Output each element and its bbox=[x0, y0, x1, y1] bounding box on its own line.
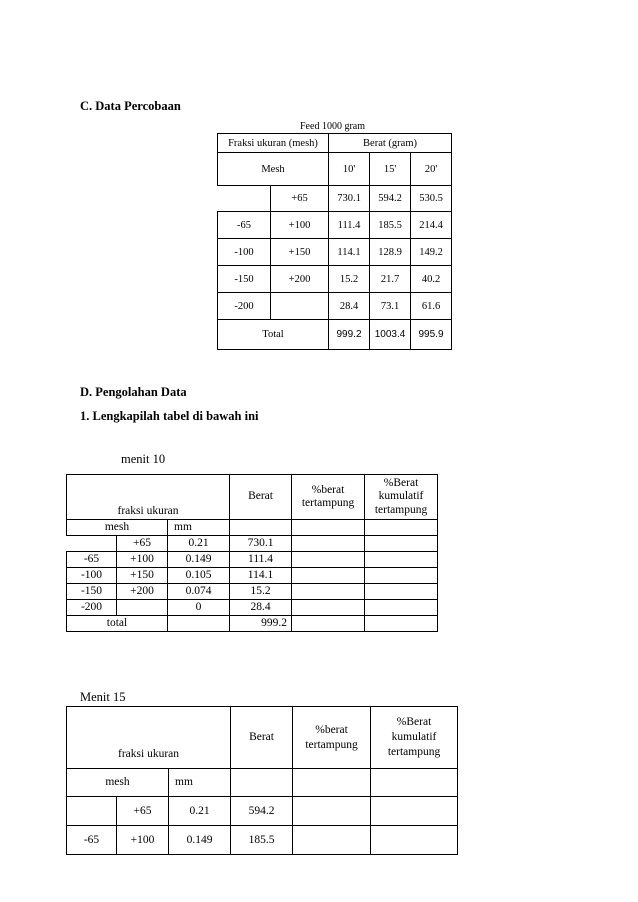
header-time-20: 20' bbox=[411, 153, 452, 186]
section-d-heading: D. Pengolahan Data bbox=[80, 385, 187, 399]
cell-from: -200 bbox=[218, 293, 271, 320]
cell-value: 594.2 bbox=[370, 186, 411, 212]
table1-caption: Feed 1000 gram bbox=[300, 121, 365, 132]
header-pct-kum bbox=[371, 707, 458, 769]
menit-15-table bbox=[66, 706, 458, 855]
header-pct-kum-2: kumulatif bbox=[378, 490, 424, 503]
header-pct-label: %berat tertampung bbox=[301, 483, 355, 509]
cell-from: -65 bbox=[218, 212, 271, 239]
cell-value: 149.2 bbox=[411, 239, 452, 266]
header-fraksi: Fraksi ukuran (mesh) bbox=[218, 134, 329, 153]
cell-mm: 0.21 bbox=[168, 536, 230, 552]
total-value: 999.2 bbox=[230, 616, 292, 632]
cell-value: 61.6 bbox=[411, 293, 452, 320]
header-pct-kum-3: tertampung bbox=[387, 745, 441, 758]
header-pct bbox=[293, 707, 371, 769]
table-row bbox=[67, 552, 438, 568]
table-row bbox=[67, 600, 438, 616]
cell-to: +200 bbox=[117, 584, 168, 600]
cell-to: +65 bbox=[271, 186, 329, 212]
cell-from: -150 bbox=[67, 584, 117, 600]
cell-value: 730.1 bbox=[329, 186, 370, 212]
cell-to: +150 bbox=[271, 239, 329, 266]
cell-mm: 0.149 bbox=[169, 826, 231, 855]
table-row-total bbox=[218, 320, 452, 350]
cell-value: 214.4 bbox=[411, 212, 452, 239]
table-row bbox=[67, 797, 458, 826]
cell-to: +65 bbox=[117, 797, 169, 826]
cell-from bbox=[67, 797, 117, 826]
header-berat: Berat bbox=[231, 707, 293, 769]
cell-from: -100 bbox=[67, 568, 117, 584]
cell-mm: 0.21 bbox=[169, 797, 231, 826]
header-pct-kum-3: tertampung bbox=[374, 503, 428, 516]
cell-from: -65 bbox=[67, 826, 117, 855]
data-percobaan-table bbox=[217, 133, 452, 350]
header-time-15: 15' bbox=[370, 153, 411, 186]
cell-berat: 730.1 bbox=[230, 536, 292, 552]
cell-mm: 0.105 bbox=[168, 568, 230, 584]
total-label: Total bbox=[218, 320, 329, 350]
header-mm: mm bbox=[169, 769, 231, 797]
cell-to: +200 bbox=[271, 266, 329, 293]
header-fraksi: fraksi ukuran bbox=[67, 707, 231, 769]
cell-value: 185.5 bbox=[370, 212, 411, 239]
cell-from: -200 bbox=[67, 600, 117, 616]
cell-value: 21.7 bbox=[370, 266, 411, 293]
header-pct-kum-1: %Berat bbox=[396, 716, 432, 729]
total-value: 999.2 bbox=[329, 320, 370, 350]
table-row bbox=[67, 826, 458, 855]
cell-to: +100 bbox=[271, 212, 329, 239]
cell-from: -65 bbox=[67, 552, 117, 568]
cell-to: +100 bbox=[117, 552, 168, 568]
cell-from bbox=[218, 186, 271, 212]
cell-to: +150 bbox=[117, 568, 168, 584]
menit-10-table bbox=[66, 474, 438, 632]
cell-from bbox=[67, 536, 117, 552]
header-pct bbox=[292, 475, 365, 520]
total-value: 995.9 bbox=[411, 320, 452, 350]
table2-caption: menit 10 bbox=[121, 452, 166, 466]
instruction-item-1: 1. Lengkapilah tabel di bawah ini bbox=[80, 409, 259, 423]
table-row bbox=[218, 266, 452, 293]
header-mm: mm bbox=[168, 520, 230, 536]
cell-mm: 0.074 bbox=[168, 584, 230, 600]
table-row-total bbox=[67, 616, 438, 632]
table-row bbox=[218, 212, 452, 239]
header-pct-kum-2: kumulatif bbox=[391, 731, 437, 744]
cell-berat: 28.4 bbox=[230, 600, 292, 616]
cell-value: 73.1 bbox=[370, 293, 411, 320]
cell-berat: 15.2 bbox=[230, 584, 292, 600]
cell-from: -150 bbox=[218, 266, 271, 293]
cell-berat: 594.2 bbox=[231, 797, 293, 826]
total-value: 1003.4 bbox=[370, 320, 411, 350]
cell-berat: 185.5 bbox=[231, 826, 293, 855]
header-pct-label: %berat tertampung bbox=[305, 723, 358, 751]
cell-value: 15.2 bbox=[329, 266, 370, 293]
cell-to bbox=[271, 293, 329, 320]
table-row bbox=[67, 584, 438, 600]
header-time-10: 10' bbox=[329, 153, 370, 186]
cell-value: 111.4 bbox=[329, 212, 370, 239]
cell-value: 28.4 bbox=[329, 293, 370, 320]
table-row bbox=[218, 293, 452, 320]
cell-mm: 0.149 bbox=[168, 552, 230, 568]
cell-value: 40.2 bbox=[411, 266, 452, 293]
table-row bbox=[67, 536, 438, 552]
header-mesh: mesh bbox=[67, 520, 168, 536]
header-pct-kum-1: %Berat bbox=[383, 477, 419, 490]
cell-from: -100 bbox=[218, 239, 271, 266]
header-fraksi: fraksi ukuran bbox=[67, 475, 230, 520]
cell-berat: 114.1 bbox=[230, 568, 292, 584]
table-row bbox=[218, 186, 452, 212]
cell-value: 114.1 bbox=[329, 239, 370, 266]
total-label: total bbox=[67, 616, 168, 632]
table-row bbox=[67, 568, 438, 584]
table3-caption: Menit 15 bbox=[80, 690, 126, 704]
cell-value: 530.5 bbox=[411, 186, 452, 212]
header-mesh: mesh bbox=[67, 769, 169, 797]
cell-mm: 0 bbox=[168, 600, 230, 616]
cell-value: 128.9 bbox=[370, 239, 411, 266]
cell-to: +65 bbox=[117, 536, 168, 552]
cell-berat: 111.4 bbox=[230, 552, 292, 568]
cell-to: +100 bbox=[117, 826, 169, 855]
table-row bbox=[218, 239, 452, 266]
section-c-heading: C. Data Percobaan bbox=[80, 99, 181, 113]
header-berat: Berat (gram) bbox=[329, 134, 452, 153]
header-berat: Berat bbox=[230, 475, 292, 520]
cell-to bbox=[117, 600, 168, 616]
header-mesh: Mesh bbox=[218, 153, 329, 186]
header-pct-kum bbox=[365, 475, 438, 520]
